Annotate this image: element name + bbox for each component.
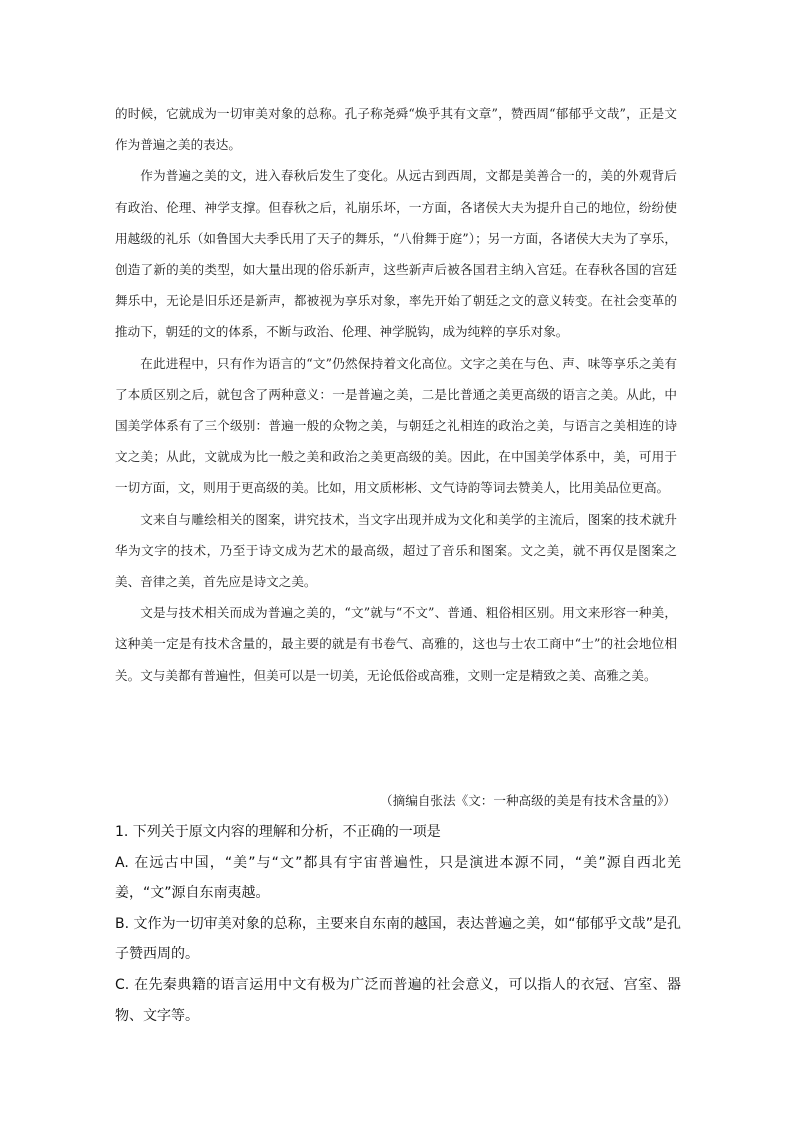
option-c: C. 在先秦典籍的语言运用中文有极为广泛而普遍的社会意义，可以指人的衣冠、宫室、器物、文字等。 xyxy=(115,976,681,1024)
passage-paragraph-1: 的时候，它就成为一切审美对象的总称。孔子称尧舜“焕乎其有文章”，赞西周“郁郁乎文哉”，正是文作为普遍之美的表达。 xyxy=(115,106,677,153)
option-a: A. 在远古中国，“美”与“文”都具有宇宙普遍性，只是演进本源不同，“美”源自西北羌姜，“文”源自东南夷越。 xyxy=(115,854,681,902)
passage-paragraph-3: 在此进程中，只有作为语言的“文”仍然保持着文化高位。文字之美在与色、声、味等享乐之美有了本质区别之后，就包含了两种意义：一是普遍之美，二是比普通之美更高级的语言之美。从此，中国美学体系有了三个级别：普遍一般的众物之美，与朝廷之礼相连的政治之美，与语言之美相连的诗文之美；从此，文就成为比一般之美和政治之美更高级的美。因此，在中国美学体系中，美，可用于一切方面，文，则用于更高级的美。比如，用文质彬彬、文气诗韵等词去赞美人，比用美品位更高。 xyxy=(115,355,677,496)
option-b: B. 文作为一切审美对象的总称，主要来自东南的越国，表达普遍之美，如“郁郁乎文哉”是孔子赞西周的。 xyxy=(115,915,681,963)
passage-source: （摘编自张法《文：一种高级的美是有技术含量的》） xyxy=(380,793,676,808)
question-block xyxy=(115,817,681,1031)
passage-paragraph-4: 文来自与雕绘相关的图案，讲究技术，当文字出现并成为文化和美学的主流后，图案的技术就升华为文字的技术，乃至于诗文成为艺术的最高级，超过了音乐和图案。文之美，就不再仅是图案之美、音律之美，首先应是诗文之美。 xyxy=(115,511,677,590)
question-stem: 1. 下列关于原文内容的理解和分析，不正确的一项是 xyxy=(115,824,441,840)
passage-paragraph-2: 作为普遍之美的文，进入春秋后发生了变化。从远古到西周，文都是美善合一的，美的外观背后有政治、伦理、神学支撑。但春秋之后，礼崩乐坏，一方面，各诸侯大夫为提升自己的地位，纷纷使用越级的礼乐（如鲁国大夫季氏用了天子的舞乐，“八佾舞于庭”）；另一方面，各诸侯大夫为了享乐，创造了新的美的类型，如大量出现的俗乐新声，这些新声后被各国君主纳入宫廷。在春秋各国的宫廷舞乐中，无论是旧乐还是新声，都被视为享乐对象，率先开始了朝廷之文的意义转变。在社会变革的推动下，朝廷的文的体系，不断与政治、伦理、神学脱钩，成为纯粹的享乐对象。 xyxy=(115,168,677,340)
reading-passage xyxy=(115,98,677,691)
passage-paragraph-5: 文是与技术相关而成为普遍之美的，“文”就与“不文”、普通、粗俗相区别。用文来形容一种美，这种美一定是有技术含量的，最主要的就是有书卷气、高雅的，这也与士农工商中“士”的社会地位相关。文与美都有普遍性，但美可以是一切美，无论低俗或高雅，文则一定是精致之美、高雅之美。 xyxy=(115,605,677,683)
